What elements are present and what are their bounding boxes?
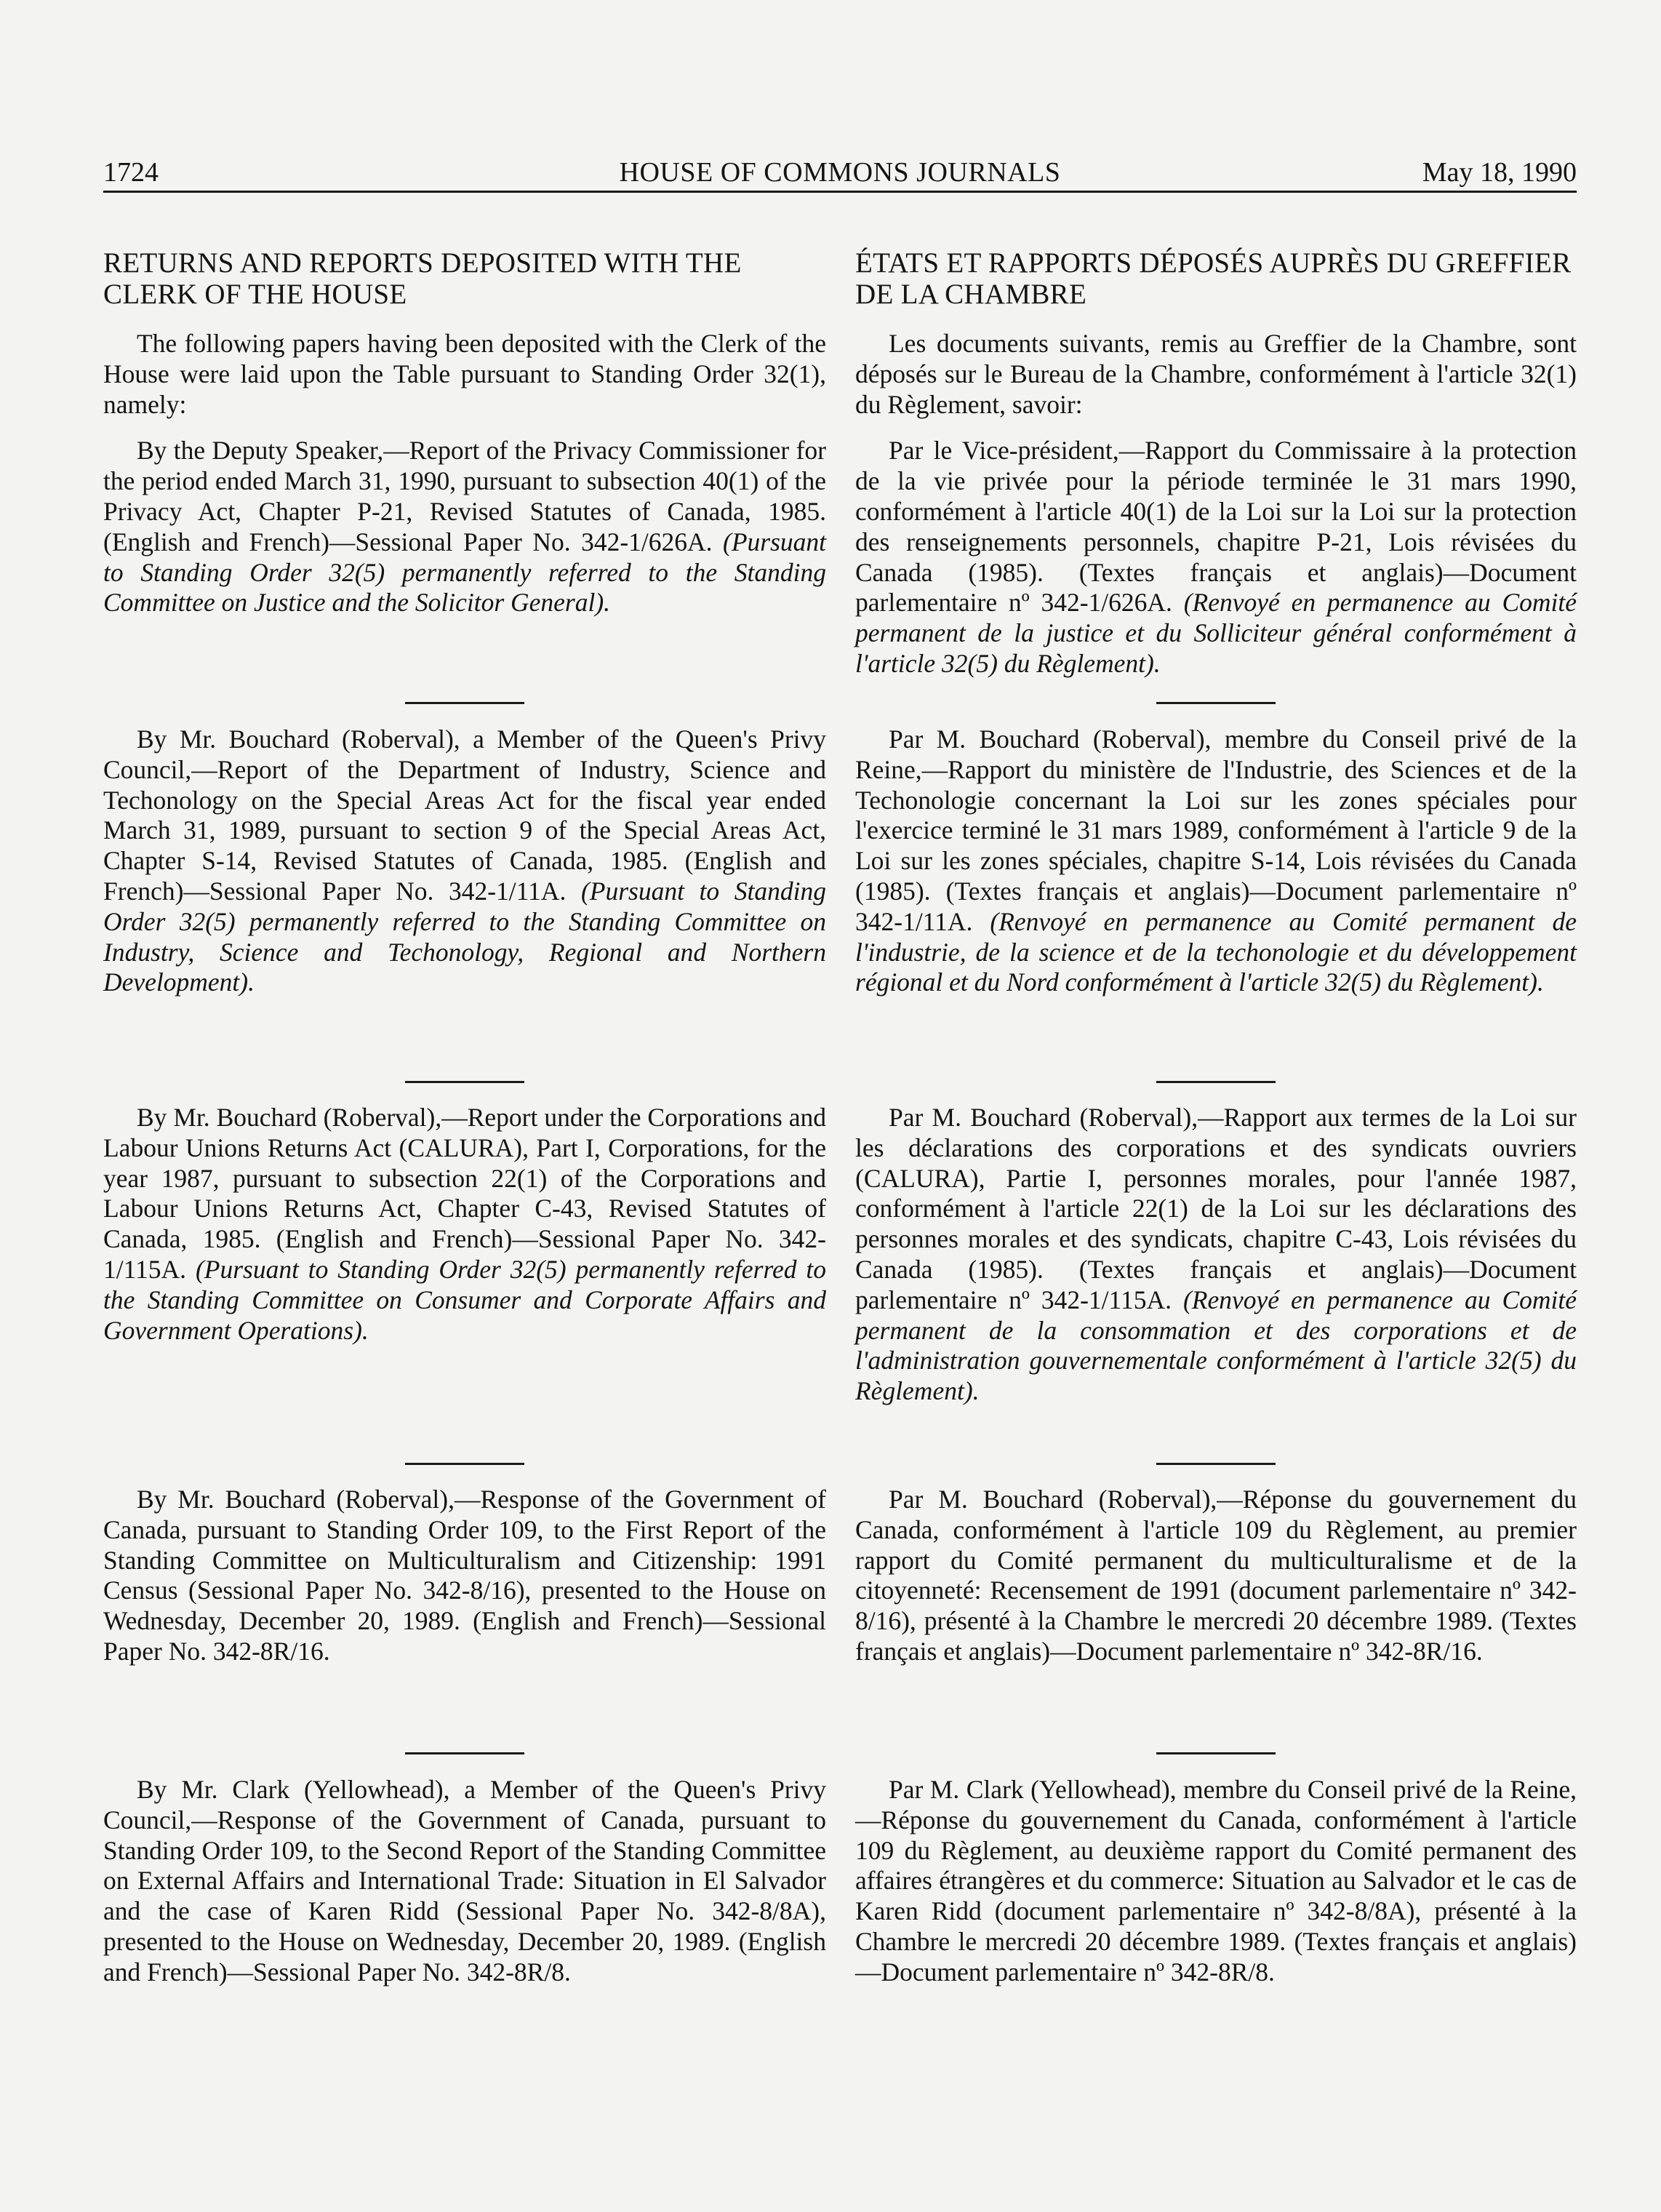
french-entry [855, 1775, 1577, 1988]
separator-rule [1156, 1081, 1276, 1083]
entry-text: Par M. Clark (Yellowhead), membre du Conseil privé de la Reine,—Réponse du gouvernement du Canada, conformément à l'article 109 du Règlement, au deuxième rapport du Comité permanent des affaires étrangères et du commerce: Situation au Salvador et le cas de Karen Ridd (document parlementaire nº 342-8/8A), présenté à la Chambre le mercredi 20 décembre 1989. (Textes français et anglais)—Document parlementaire nº 342-8R/8. [855, 1775, 1577, 1987]
header-rule [103, 191, 1577, 193]
english-entry [103, 1775, 826, 1988]
entry-text: By Mr. Bouchard (Roberval),—Response of the Government of Canada, pursuant to Standing Order 109, to the First Report of the Standing Committee on Multiculturalism and Citizenship: 1991 Census (Sessional Paper No. 342-8/16), presented to the House on Wednesday, December 20, 1989. (English and French)—Sessional Paper No. 342-8R/16. [103, 1485, 826, 1666]
english-intro: The following papers having been deposited with the Clerk of the House were laid upon the Table pursuant to Standing Order 32(1), namely: [103, 329, 826, 419]
entry-referral: (Renvoyé en permanence au Comité permanent de la consommation et des corporations et de l'administration gouvernementale conformément à l'article 32(5) du Règlement). [855, 1285, 1577, 1406]
separator-rule [405, 1081, 524, 1083]
english-entry [103, 1103, 826, 1346]
entry-referral: (Pursuant to Standing Order 32(5) permanently referred to the Standing Committee on Justice and the Solicitor General). [103, 527, 826, 618]
english-entry [103, 1485, 826, 1667]
english-entry [103, 436, 826, 618]
separator-rule [405, 702, 524, 704]
french-entry [855, 1103, 1577, 1407]
separator-rule [405, 1752, 524, 1754]
french-heading: ÉTATS ET RAPPORTS DÉPOSÉS AUPRÈS DU GREFFIER DE LA CHAMBRE [855, 247, 1572, 310]
separator-rule [1156, 702, 1276, 704]
journal-title: HOUSE OF COMMONS JOURNALS [619, 157, 1061, 188]
french-entry [855, 1485, 1577, 1667]
entry-text: By Mr. Bouchard (Roberval), a Member of the Queen's Privy Council,—Report of the Department of Industry, Science and Techonology on the Special Areas Act for the fiscal year ended March 31, 1989, pursuant to section 9 of the Special Areas Act, Chapter S-14, Revised Statutes of Canada, 1985. (English and French)—Sessional Paper No. 342-1/11A. [103, 724, 826, 906]
entry-text: Par M. Bouchard (Roberval),—Rapport aux termes de la Loi sur les déclarations des corporations et des syndicats ouvriers (CALURA), Partie I, personnes morales, pour l'année 1987, conformément à l'article 22(1) de la Loi sur les déclarations des personnes morales et des syndicats, chapitre C-43, Lois révisées du Canada (1985). (Textes français et anglais)—Document parlementaire nº 342-1/115A. [855, 1103, 1577, 1314]
entry-text: By the Deputy Speaker,—Report of the Privacy Commissioner for the period ended March 31, 1990, pursuant to subsection 40(1) of the Privacy Act, Chapter P-21, Revised Statutes of Canada, 1985. (English and French)—Sessional Paper No. 342-1/626A. [103, 436, 826, 556]
entry-text: Par M. Bouchard (Roberval),—Réponse du gouvernement du Canada, conformément à l'article 109 du Règlement, au premier rapport du Comité permanent du multiculturalisme et de la citoyenneté: Recensement de 1991 (document parlementaire nº 342-8/16), présenté à la Chambre le mercredi 20 décembre 1989. (Textes français et anglais)—Document parlementaire nº 342-8R/16. [855, 1485, 1577, 1666]
entry-text: Par le Vice-président,—Rapport du Commissaire à la protection de la vie privée pour la période terminée le 31 mars 1990, conformément à l'article 40(1) de la Loi sur la Loi sur la protection des renseignements personnels, chapitre P-21, Lois révisées du Canada (1985). (Textes français et anglais)—Document parlementaire nº 342-1/626A. [855, 436, 1577, 618]
english-column [103, 247, 826, 2004]
french-entry [855, 436, 1577, 679]
entry-text: Par M. Bouchard (Roberval), membre du Conseil privé de la Reine,—Rapport du ministère de l'Industrie, des Sciences et de la Techonologie concernant la Loi sur les zones spéciales pour l'exercice terminé le 31 mars 1989, conformément à l'article 9 de la Loi sur les zones spéciales, chapitre S-14, Lois révisées du Canada (1985). (Textes français et anglais)—Document parlementaire nº 342-1/11A. [855, 724, 1577, 936]
french-column [855, 247, 1577, 2004]
separator-rule [1156, 1752, 1276, 1754]
entry-referral: (Renvoyé en permanence au Comité permanent de la justice et du Solliciteur général conformément à l'article 32(5) du Règlement). [855, 588, 1577, 678]
page-number: 1724 [103, 157, 159, 188]
entry-referral: (Renvoyé en permanence au Comité permanent de l'industrie, de la science et de la techonologie et du développement régional et du Nord conformément à l'article 32(5) du Règlement). [855, 906, 1577, 997]
entry-text: By Mr. Bouchard (Roberval),—Report under the Corporations and Labour Unions Returns Act (CALURA), Part I, Corporations, for the year 1987, pursuant to subsection 22(1) of the Corporations and Labour Unions Returns Act, Chapter C-43, Revised Statutes of Canada, 1985. (English and French)—Sessional Paper No. 342-1/115A. [103, 1103, 826, 1284]
english-entry [103, 724, 826, 998]
entry-text: By Mr. Clark (Yellowhead), a Member of the Queen's Privy Council,—Response of the Government of Canada, pursuant to Standing Order 109, to the Second Report of the Standing Committee on External Affairs and International Trade: Situation in El Salvador and the case of Karen Ridd (Sessional Paper No. 342-8/8A), presented to the House on Wednesday, December 20, 1989. (English and French)—Sessional Paper No. 342-8R/8. [103, 1775, 826, 1987]
entry-referral: (Pursuant to Standing Order 32(5) permanently referred to the Standing Committee on Consumer and Corporate Affairs and Government Operations). [103, 1254, 826, 1345]
french-intro: Les documents suivants, remis au Greffier de la Chambre, sont déposés sur le Bureau de la Chambre, conformément à l'article 32(1) du Règlement, savoir: [855, 329, 1577, 419]
separator-rule [405, 1463, 524, 1465]
entry-referral: (Pursuant to Standing Order 32(5) permanently referred to the Standing Committee on Industry, Science and Techonology, Regional and Northern Development). [103, 876, 827, 997]
english-heading: RETURNS AND REPORTS DEPOSITED WITH THE CLERK OF THE HOUSE [103, 247, 742, 310]
french-entry [855, 724, 1577, 998]
journal-date: May 18, 1990 [1422, 157, 1577, 188]
separator-rule [1156, 1463, 1276, 1465]
